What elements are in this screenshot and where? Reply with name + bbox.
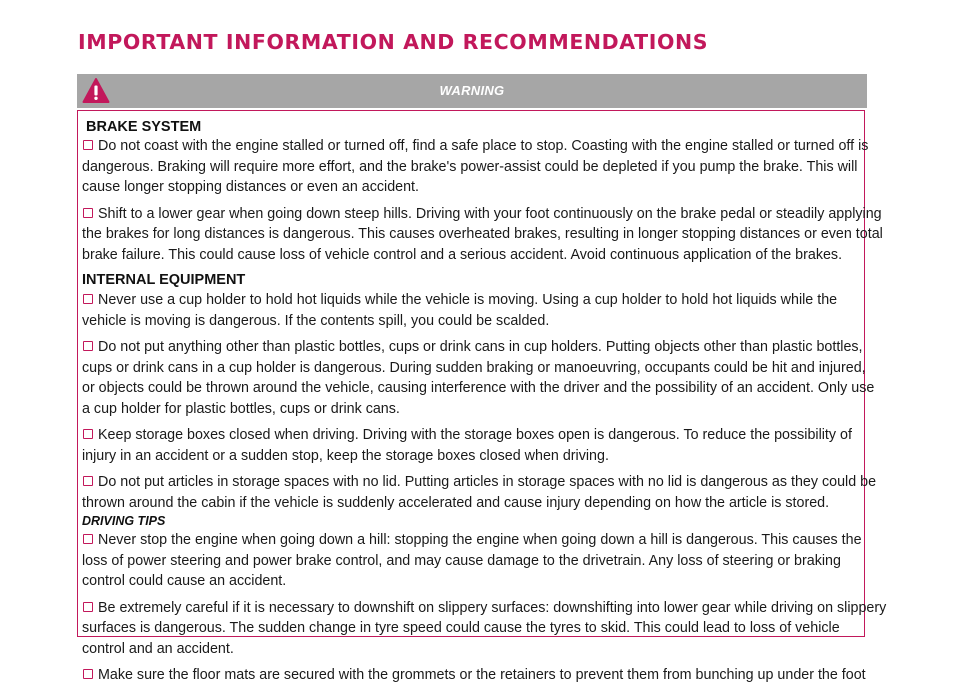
bullet-item xyxy=(82,136,869,198)
section-heading-driving-tips: DRIVING TIPS xyxy=(82,514,166,528)
bullet-line: cause longer stopping distances or even an accident. xyxy=(82,179,419,195)
square-bullet-icon xyxy=(83,476,93,486)
bullet-line: thrown around the cabin if the vehicle is suddenly accelerated and cause injury depending on how the article is stored. xyxy=(82,494,830,511)
bullet-line: dangerous. Braking will require more effort, and the brake's power-assist could be depleted if you pump the brake. This will xyxy=(82,158,858,175)
bullet-item xyxy=(82,472,877,513)
bullet-line: control could cause an accident. xyxy=(82,573,287,589)
bullet-line: injury in an accident or a sudden stop, keep the storage boxes closed when driving. xyxy=(82,447,609,464)
bullet-line: Do not put anything other than plastic bottles, cups or drink cans in cup holders. Putting objects other than plastic bottles, xyxy=(98,339,863,355)
bullet-line: a cup holder for plastic bottles, cups or drink cans. xyxy=(82,400,400,417)
square-bullet-icon xyxy=(83,294,93,304)
section-heading-internal-equipment: INTERNAL EQUIPMENT xyxy=(82,272,246,288)
bullet-line: Shift to a lower gear when going down steep hills. Driving with your foot continuously on the brake pedal or steadily applying xyxy=(98,205,882,222)
bullet-line: or objects could be thrown around the vehicle, causing interference with the driver and the possibility of an accident. Only use xyxy=(82,380,875,396)
square-bullet-icon xyxy=(83,429,93,439)
square-bullet-icon xyxy=(83,341,93,351)
section-brake-system xyxy=(82,136,883,265)
square-bullet-icon xyxy=(83,140,93,150)
bullet-line: loss of power steering and power brake control, and may cause damage to the drivetrain. Any loss of steering or braking xyxy=(82,552,841,569)
bullet-line: Do not coast with the engine stalled or turned off, find a safe place to stop. Coasting with the engine stalled or turned off is xyxy=(98,138,869,154)
bullet-line: control and an accident. xyxy=(82,640,234,657)
warning-header xyxy=(77,74,867,108)
bullet-item xyxy=(82,337,875,419)
square-bullet-icon xyxy=(83,534,93,544)
square-bullet-icon xyxy=(83,669,93,679)
square-bullet-icon xyxy=(83,208,93,218)
bullet-line: vehicle is moving is dangerous. If the contents spill, you could be scalded. xyxy=(82,312,550,329)
bullet-item xyxy=(82,204,883,266)
warning-label: WARNING xyxy=(439,83,505,98)
square-bullet-icon xyxy=(83,602,93,612)
bullet-line: cups or drink cans in a cup holder is dangerous. During sudden braking or manoeuvring, occupants could be hit and injured, xyxy=(82,359,866,376)
bullet-item xyxy=(82,665,864,686)
page-title: IMPORTANT INFORMATION AND RECOMMENDATIONS xyxy=(78,30,709,54)
bullet-item xyxy=(82,290,864,331)
section-heading-brake-system: BRAKE SYSTEM xyxy=(86,119,202,135)
bullet-line: Never stop the engine when going down a hill: stopping the engine when going down a hill is dangerous. This causes the xyxy=(98,532,862,548)
section-driving-tips xyxy=(82,530,887,686)
warning-content xyxy=(77,110,887,683)
bullet-line: Keep storage boxes closed when driving. Driving with the storage boxes open is dangerous. To reduce the possibility of xyxy=(98,427,852,443)
bullet-line: Never use a cup holder to hold hot liquids while the vehicle is moving. Using a cup holder to hold hot liquids while the xyxy=(98,292,838,308)
bullet-line: surfaces is dangerous. The sudden change in tyre speed could cause the tyres to skid. This could lead to loss of vehicle xyxy=(82,620,840,636)
bullet-line: Do not put articles in storage spaces with no lid. Putting articles in storage spaces with no lid is dangerous as they could be xyxy=(98,474,877,490)
bullet-line: the brakes for long distances is dangerous. This causes overheated brakes, resulting in longer stopping distances or even total xyxy=(82,226,883,242)
bullet-item xyxy=(82,530,864,592)
bullet-item xyxy=(82,598,887,660)
bullet-line: brake failure. This could cause loss of vehicle control and a serious accident. Avoid continuous application of the brakes. xyxy=(82,246,843,263)
bullet-line: Be extremely careful if it is necessary to downshift on slippery surfaces: downshifting into lower gear while driving on slippery xyxy=(98,599,887,616)
bullet-line: Make sure the floor mats are secured with the grommets or the retainers to prevent them from bunching up under the foot xyxy=(98,667,866,683)
section-internal-equipment xyxy=(82,290,877,513)
bullet-item xyxy=(82,425,864,466)
